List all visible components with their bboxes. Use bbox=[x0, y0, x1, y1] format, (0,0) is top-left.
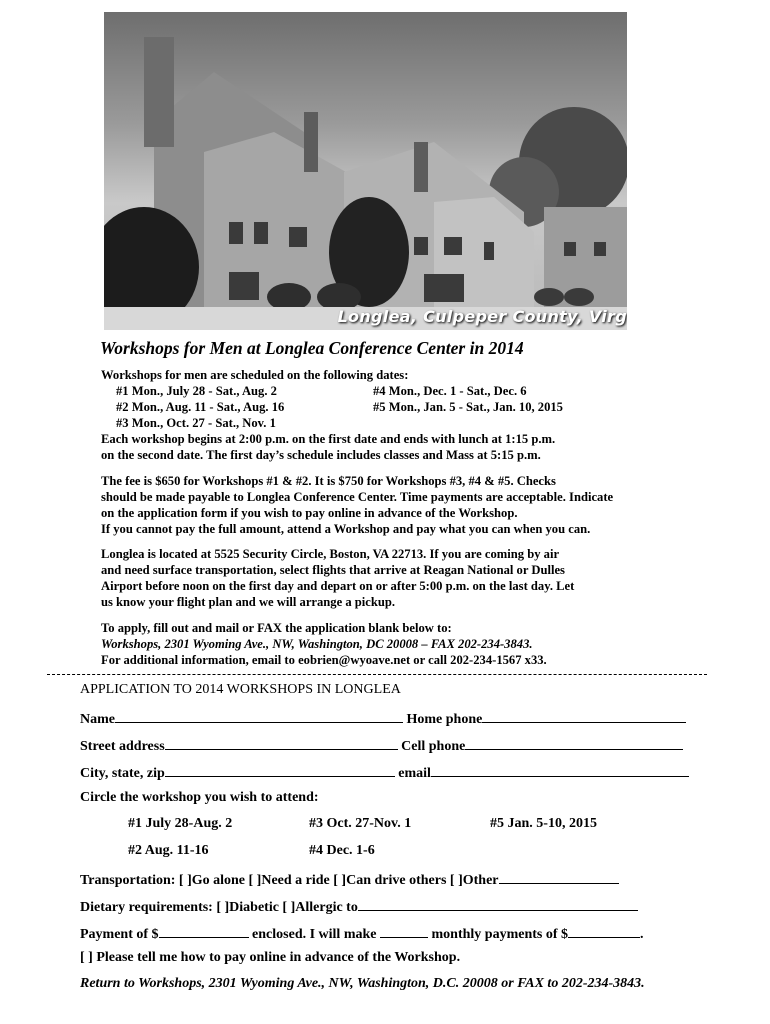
transportation-options[interactable]: Transportation: [ ]Go alone [ ]Need a ride [ ]Can drive others [ ]Other bbox=[80, 873, 499, 888]
city-row bbox=[80, 762, 689, 782]
photo-caption: Longlea, Culpeper County, Virg bbox=[337, 307, 627, 326]
apply-instructions: To apply, fill out and mail or FAX the application blank below to: bbox=[101, 621, 452, 635]
apply-mail-address: Workshops, 2301 Wyoming Ave., NW, Washington, DC 20008 – FAX 202-234-3843. bbox=[101, 637, 533, 651]
location-line-3: Airport before noon on the first day and depart on or after 5:00 p.m. on the last day. Let bbox=[101, 579, 575, 593]
schedule-intro: Workshops for men are scheduled on the following dates: bbox=[101, 368, 409, 382]
payment-row bbox=[80, 923, 644, 943]
workshop-option-5[interactable]: #5 Jan. 5-10, 2015 bbox=[490, 816, 597, 831]
home-phone-field[interactable] bbox=[482, 708, 686, 723]
apply-contact: For additional information, email to eobrien@wyoave.net or call 202-234-1567 x33. bbox=[101, 653, 547, 667]
allergy-field[interactable] bbox=[358, 896, 638, 911]
fee-line-2: should be made payable to Longlea Conference Center. Time payments are acceptable. Indicate bbox=[101, 490, 614, 504]
return-address: Return to Workshops, 2301 Wyoming Ave., NW, Washington, D.C. 20008 or FAX to 202-234-3843. bbox=[80, 976, 645, 991]
pay-online-checkbox[interactable]: [ ] Please tell me how to pay online in advance of the Workshop. bbox=[80, 950, 461, 965]
email-label: email bbox=[398, 766, 431, 781]
workshop-option-2[interactable]: #2 Aug. 11-16 bbox=[128, 843, 209, 858]
monthly-amount-field[interactable] bbox=[568, 923, 640, 938]
manor-house-illustration bbox=[104, 12, 627, 330]
workshop-option-1[interactable]: #1 July 28-Aug. 2 bbox=[128, 816, 233, 831]
building-photo bbox=[104, 12, 627, 330]
fee-line-1: The fee is $650 for Workshops #1 & #2. It is $750 for Workshops #3, #4 & #5. Checks bbox=[101, 474, 556, 488]
email-field[interactable] bbox=[431, 762, 689, 777]
workshop-5-dates: #5 Mon., Jan. 5 - Sat., Jan. 10, 2015 bbox=[373, 400, 563, 414]
application-heading: APPLICATION TO 2014 WORKSHOPS IN LONGLEA bbox=[80, 682, 401, 697]
name-field[interactable] bbox=[115, 708, 403, 723]
payment-label: Payment of $ bbox=[80, 927, 159, 942]
fee-line-3: on the application form if you wish to pay online in advance of the Workshop. bbox=[101, 506, 518, 520]
street-address-label: Street address bbox=[80, 739, 165, 754]
schedule-time-line-1: Each workshop begins at 2:00 p.m. on the first date and ends with lunch at 1:15 p.m. bbox=[101, 432, 556, 446]
name-row bbox=[80, 708, 686, 728]
workshop-3-dates: #3 Mon., Oct. 27 - Sat., Nov. 1 bbox=[116, 416, 276, 430]
cell-phone-label: Cell phone bbox=[401, 739, 466, 754]
dietary-row bbox=[80, 896, 638, 916]
monthly-payments-text: monthly payments of $ bbox=[428, 927, 569, 942]
schedule-time-line-2: on the second date. The first day’s schedule includes classes and Mass at 5:15 p.m. bbox=[101, 448, 541, 462]
street-address-field[interactable] bbox=[165, 735, 398, 750]
circle-workshop-label: Circle the workshop you wish to attend: bbox=[80, 790, 319, 805]
transportation-other-field[interactable] bbox=[499, 869, 619, 884]
payment-amount-field[interactable] bbox=[159, 923, 249, 938]
fee-line-4: If you cannot pay the full amount, attend a Workshop and pay what you can when you can. bbox=[101, 522, 591, 536]
cut-line-divider bbox=[47, 674, 707, 675]
transportation-row bbox=[80, 869, 619, 889]
name-label: Name bbox=[80, 712, 115, 727]
location-line-1: Longlea is located at 5525 Security Circle, Boston, VA 22713. If you are coming by air bbox=[101, 547, 560, 561]
payment-enclosed-text: enclosed. I will make bbox=[248, 927, 380, 942]
workshop-2-dates: #2 Mon., Aug. 11 - Sat., Aug. 16 bbox=[116, 400, 285, 414]
location-line-4: us know your flight plan and we will arrange a pickup. bbox=[101, 595, 396, 609]
city-state-zip-label: City, state, zip bbox=[80, 766, 165, 781]
cell-phone-field[interactable] bbox=[465, 735, 683, 750]
workshop-1-dates: #1 Mon., July 28 - Sat., Aug. 2 bbox=[116, 384, 277, 398]
page-title: Workshops for Men at Longlea Conference Center in 2014 bbox=[100, 338, 524, 358]
workshop-option-4[interactable]: #4 Dec. 1-6 bbox=[309, 843, 375, 858]
city-state-zip-field[interactable] bbox=[165, 762, 395, 777]
location-line-2: and need surface transportation, select flights that arrive at Reagan National or Dulles bbox=[101, 563, 565, 577]
home-phone-label: Home phone bbox=[406, 712, 483, 727]
workshop-4-dates: #4 Mon., Dec. 1 - Sat., Dec. 6 bbox=[373, 384, 527, 398]
dietary-options[interactable]: Dietary requirements: [ ]Diabetic [ ]Allergic to bbox=[80, 900, 358, 915]
payment-count-field[interactable] bbox=[380, 923, 428, 938]
street-row bbox=[80, 735, 683, 755]
workshop-option-3[interactable]: #3 Oct. 27-Nov. 1 bbox=[309, 816, 412, 831]
payment-period: . bbox=[640, 927, 644, 942]
